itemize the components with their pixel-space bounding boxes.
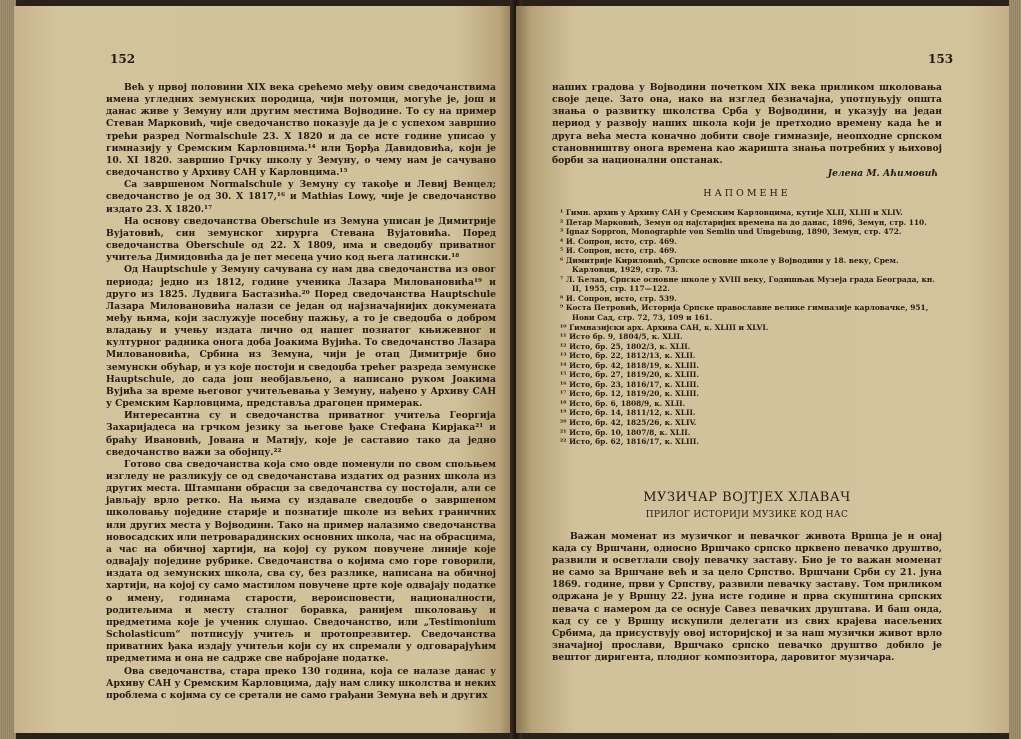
author-signature: Јелена М. Аћимовић [827, 168, 938, 180]
footnote-text: Исто, бр. 62, 1816/17, к. XLIII. [569, 437, 699, 447]
paragraph: Ова сведочанства, стара преко 130 година, која се налазе данас у Архиву САН у Сремским Карловцима, дају нам слику школства и неких проблема с којима су се сретали не само грађани Земуна већ и других [106, 665, 496, 701]
footnote-text: Исто, бр. 14, 1811/12, к. XLII. [569, 408, 696, 418]
footnote [560, 294, 942, 304]
footnote-number: ⁵ [560, 246, 566, 256]
footnote-text: И. Сопрон, исто, стр. 469. [565, 246, 677, 256]
footnote [560, 237, 942, 247]
footnote-text: Исто, бр. 6, 1808/9, к. XLII. [569, 398, 686, 408]
article-subtitle: ПРИЛОГ ИСТОРИЈИ МУЗИКЕ КОД НАС [645, 510, 849, 520]
footnote-number: ¹ [560, 208, 566, 217]
footnote [560, 246, 942, 256]
footnote [560, 380, 942, 390]
footnote-text: Исто, бр. 22, 1812/13, к. XLII. [569, 351, 696, 361]
footnote [560, 218, 942, 228]
footnote [560, 418, 942, 428]
paragraph: Важан моменат из музичког и певачког живота Вршца је и онај када су Вршчани, односно Вршчако српско црквено певачко друштво, развили и осветлали своју певачку заставу. Био је то важан моменат не само за Вршчане већ и за цело Српство. Вршчани Срби су 21. јуна 1869. године, први у Српству, развили певачку заставу. Том приликом одржана је у Вршцу 22. јуна исте године и прва скупштина српских певача с намером да се оснује Савез певачких друштава. И баш онда, кад су се у Вршцу искупили делегати из свих крајева насељених Србима, да присуствују овој историјској и за наш музички живот врло значајној прослави, Вршчако српско певачко друштво добило је вештог диригента, плодног композитора, даровитог музичара. [552, 531, 942, 663]
footnote-number: ⁷ [560, 274, 566, 284]
footnote-number: ⁹ [560, 303, 566, 313]
footnote-text: Л. Ћелап, Српске основне школе у XVIII веку, Годишњак Музеја града Београда, кн. II, 1955, стр. 117—122. [565, 274, 935, 294]
left-page [14, 6, 514, 733]
footnote-text: Исто бр. 9, 1804/5, к. XLII. [569, 332, 683, 342]
footnote-number: ¹⁶ [560, 379, 570, 389]
footnote-number: ¹⁷ [560, 389, 570, 399]
footnote-text: Димитрије Кириловић, Српске основне школе у Војводини у 18. веку, Срем. Карловци, 1929, стр. 73. [565, 255, 899, 275]
footnote-text: Исто, бр. 42, 1818/19, к. XLIII. [569, 360, 699, 370]
footnote [560, 408, 942, 418]
paragraph: Већ у првој половини XIX века срећемо међу овим сведочанствима имена угледних земунских породица, чији потомци, могуће је, још и данас живе у Земуну или другим местима Војводине. То су на пример Стеван Марковић, чије сведочанство показује да је с успехом завршио трећи разред Normalschule 23. X 1820 и да се исте године уписао у гимназију у Сремским Карловцима.¹⁴ или Ђорђа Давидовића, који је 10. XI 1820. завршио Грчку школу у Земуну, о чему нам је сачувано сведочанство у Архиву САН у Карловцима.¹⁵ [106, 82, 496, 179]
page-number-left: 152 [110, 52, 136, 66]
footnote-number: ³ [560, 227, 566, 237]
paragraph: Готово сва сведочанства која смо овде поменули по свом спољњем изгледу не разликују се од сведочанстава издатих од разних школа из других места. Штампани обрасци за сведочанства су постојали, али се јављају врло ретко. На њима су издавале сведоџбе о завршеном школовању поједине старије и познатије школе из већих граничних или других места у Војводини. Тако на пример налазимо сведочанства новосадских или петроварадинских основних школа, час на обрасцима, а час на обичној хартији, на којој су руком повучене линије које одвајају поједине рубрике. Сведочанства о којима смо горе говорили, издата од земунских школа, сва су, без разлике, написана на обичној хартији, на којој су само мастилом повучене црте које одвајају податке о имену, годинама старости, вероисповести, националности, родитељима и месту сталног боравка, ранијем школовању и предметима које је ученик слушао. Сведочанство, или „Testimonium Scholasticum“ потписују учитељ и протопрезвитер. Сведочанства приватних ђака издају учитељи који су их спремали у одговарајућим предметима и она не садрже све набројане податке. [106, 458, 496, 665]
footnote [560, 351, 942, 361]
notes-list [560, 208, 942, 447]
footnote-number: ¹⁵ [560, 370, 570, 380]
footnote-text: Исто, бр. 10, 1807/8, к. XLII. [569, 427, 691, 437]
paragraph: Са завршеном Normalschule у Земуну су такође и Левиј Венцел; сведочанство је од 30. X 1817,¹⁶ и Mathias Lowy, чије је сведочанство издато 23. X 1820.¹⁷ [106, 179, 496, 215]
page-edges-right [1009, 0, 1021, 739]
footnote-text: Петар Марковић, Земун од најстаријих времена па до данас, 1896, Земун, стр. 110. [565, 217, 927, 227]
footnote-number: ¹¹ [560, 332, 570, 342]
footnote-text: Коста Петровић, Историја Српске православне велике гимназије карловачке, 951, Нови Сад, стр. 72, 73, 109 и 161. [565, 303, 929, 323]
footnote [560, 323, 942, 333]
footnote-number: ²¹ [560, 427, 570, 437]
footnote-text: Исто, бр. 12, 1819/20, к. XLIII. [569, 389, 699, 399]
left-page-body [106, 82, 496, 702]
footnote-text: Исто, бр. 23, 1816/17, к. XLIII. [569, 379, 699, 389]
footnote-number: ² [560, 217, 566, 227]
footnote [560, 428, 942, 438]
footnote-number: ²² [560, 437, 570, 447]
right-page-body [552, 82, 942, 180]
footnote [560, 256, 942, 275]
footnote-number: ¹² [560, 341, 570, 351]
page-number-right: 153 [928, 52, 954, 66]
footnote [560, 437, 942, 447]
footnote-text: Исто, бр. 27, 1819/20, к. XLIII. [569, 370, 699, 380]
paragraph: наших градова у Војводини почетком XIX века приликом школовања своје деце. Зато она, иако на изглед безначајна, употпуњују општа знања о развитку школства Срба у Војводини, и указују на један период у развоју наших школа који је претходио времену када ће и друга већа места коначно добити своје гимназије, неопходне српском становништву онога времена као жаришта знања потребних у њиховој борби за национални опстанак. [552, 82, 942, 166]
footnote-text: Гимн. архив у Архиву САН у Сремским Карловцима, кутије XLII, XLIII и XLIV. [565, 208, 903, 217]
footnote-text: Гимназијски арх. Архива САН, к. XLIII и XLVI. [569, 322, 769, 332]
footnote-number: ⁶ [560, 255, 566, 265]
notes-heading: НАПОМЕНЕ [703, 188, 791, 199]
footnote [560, 227, 942, 237]
footnote-number: ⁴ [560, 236, 566, 246]
footnote [560, 370, 942, 380]
footnote-number: ⁸ [560, 293, 566, 303]
footnote-number: ¹⁴ [560, 360, 570, 370]
footnote-text: И. Сопрон, исто, стр. 539. [565, 293, 677, 303]
footnote-number: ¹⁹ [560, 408, 570, 418]
footnote [560, 208, 942, 218]
footnote [560, 332, 942, 342]
footnote [560, 361, 942, 371]
footnote [560, 389, 942, 399]
footnote [560, 303, 942, 322]
paragraph: Од Hauptschule у Земуну сачувана су нам два сведочанства из овог периода; једно из 1812, године ученика Лазара Миловановића¹⁹ и друго из 1825. Лудвига Бастазића.²⁰ Поред сведочанства Hauptschule Лазара Миловановића налази се један од најзначајнијих докумената међу њима, који заслужује посебну пажњу, а то је сведоџба о добром владању и учењу издата лично од нашег познатог књижевног и културног радника онога доба Јоакима Вујића. То сведочанство Лазара Миловановића, Србина из Земуна, чији је отац Димитрије био земунски обућар, и уз које постоји и сведоџба трећег разреда земунске Hauptschule, до сада још необјављено, а написано руком Јоакима Вујића за време његовог учитељевања у Земуну, нађено у Архиву САН у Сремским Карловцима, представља драгоцен примерак. [106, 264, 496, 410]
footnote [560, 275, 942, 294]
footnote [560, 342, 942, 352]
footnote-text: И. Сопрон, исто, стр. 469. [565, 236, 677, 246]
footnote-number: ¹³ [560, 351, 570, 361]
footnote-text: Исто, бр. 42, 1825/26, к. XLIV. [569, 418, 697, 428]
paragraph: Интересантна су и сведочанства приватног учитеља Георгија Захаријадеса на грчком језику за његове ђаке Стефана Кирјака²¹ и браћу Ивановић, Јована и Матију, које је саставио тако да једно сведочанство важи за обојицу.²² [106, 410, 496, 458]
article-body [552, 531, 942, 664]
paragraph: На основу сведочанства Oberschule из Земуна уписан је Димитрије Вујатовић, син земунског хирурга Стевана Вујатовића. Поред сведочанства Oberschule од 22. X 1809, има и сведоџбу приватног учитеља Димидовића да је пет месеца учио код њега латински.¹⁸ [106, 215, 496, 264]
footnote-text: Ignaz Soppron, Monographie von Semlin und Umgebung, 1890, Земун, стр. 472. [565, 227, 902, 237]
footnote-number: ²⁰ [560, 418, 570, 428]
right-page [516, 6, 1011, 733]
article-title: МУЗИЧАР ВОЈТЈЕХ ХЛАВАЧ [643, 490, 851, 505]
footnote-number: ¹⁰ [560, 322, 570, 332]
footnote-number: ¹⁸ [560, 398, 570, 408]
footnote-text: Исто, бр. 25, 1802/3, к. XLII. [569, 341, 691, 351]
footnote [560, 399, 942, 409]
